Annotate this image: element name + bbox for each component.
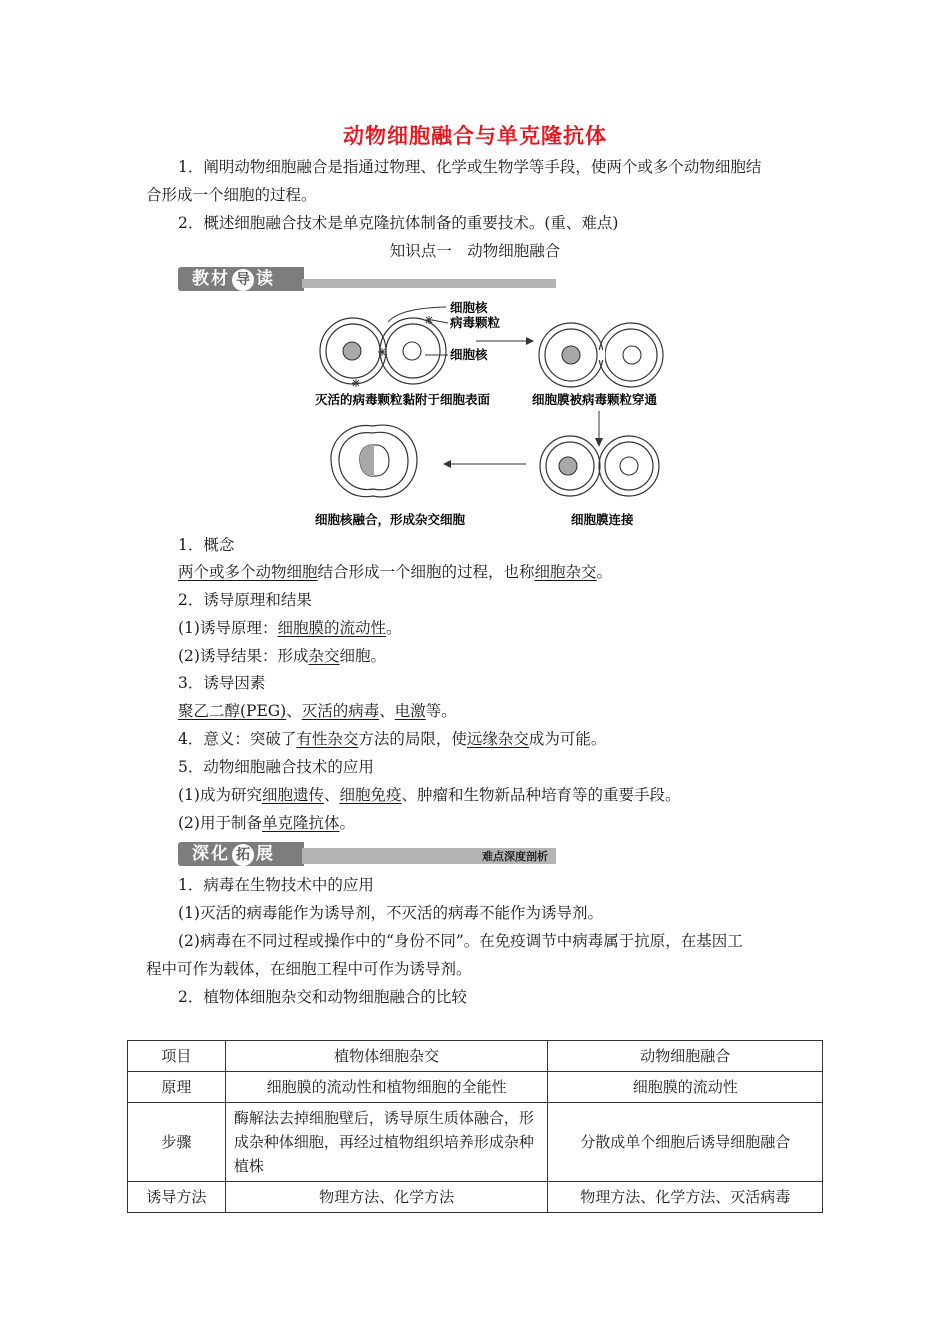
banner2-right-label: 难点深度剖析 <box>482 850 548 863</box>
objective-1: 1．阐明动物细胞融合是指通过物理、化学或生物学等手段，使两个或多个动物细胞结 <box>178 158 762 176</box>
nucleus-white-2 <box>623 346 641 364</box>
concept-para-4: 4．意义：突破了有性杂交方法的局限，使远缘杂交成为可能。 <box>178 730 607 748</box>
objective-1-cont: 合形成一个细胞的过程。 <box>146 186 317 204</box>
concept-para-5b: (2)用于制备单克隆抗体。 <box>178 814 355 832</box>
table-cell: 物理方法、化学方法 <box>225 1182 548 1213</box>
concept-para-5a: (1)成为研究细胞遗传、细胞免疫、肿瘤和生物新品种培育等的重要手段。 <box>178 786 681 804</box>
banner-text-pre: 教材 <box>192 269 230 289</box>
concept-para-3: 聚乙二醇(PEG)、灭活的病毒、电激等。 <box>178 702 457 720</box>
ext-para-2-cont: 程中可作为载体，在细胞工程中可作为诱导剂。 <box>146 960 472 978</box>
table-cell: 步骤 <box>128 1103 226 1182</box>
table-cell: 物理方法、化学方法、灭活病毒 <box>548 1182 823 1213</box>
banner2-badge: 拓 <box>232 844 254 866</box>
page-title: 动物细胞融合与单克隆抗体 <box>343 123 607 148</box>
table-cell: 分散成单个细胞后诱导细胞融合 <box>548 1103 823 1182</box>
concept-para-2a: (1)诱导原理：细胞膜的流动性。 <box>178 619 402 637</box>
table-row <box>128 1103 823 1182</box>
banner-text-post: 读 <box>256 269 275 289</box>
concept-heading-2: 2．诱导原理和结果 <box>178 591 312 609</box>
table-row <box>128 1072 823 1103</box>
table-header-cell: 动物细胞融合 <box>548 1041 823 1072</box>
ext-para-2: (2)病毒在不同过程或操作中的“身份不同”。在免疫调节中病毒属于抗原，在基因工 <box>178 932 743 950</box>
nucleus-white <box>403 342 421 360</box>
banner-deep-expansion <box>178 842 556 866</box>
banner2-text-pre: 深化 <box>192 844 230 864</box>
arrow-3-head <box>443 460 451 468</box>
ext-para-1: (1)灭活的病毒能作为诱导剂，不灭活的病毒不能作为诱导剂。 <box>178 904 603 922</box>
table-cell: 酶解法去掉细胞壁后，诱导原生质体融合，形成杂种体细胞，再经过植物组织培养形成杂种植株 <box>225 1103 548 1182</box>
table-cell: 原理 <box>128 1072 226 1103</box>
table-cell: 细胞膜的流动性 <box>548 1072 823 1103</box>
ext-heading-2: 2．植物体细胞杂交和动物细胞融合的比较 <box>178 988 467 1006</box>
table-row <box>128 1182 823 1213</box>
concept-heading-1: 1．概念 <box>178 536 235 554</box>
membrane-gap <box>598 350 605 360</box>
ext-heading-1: 1．病毒在生物技术中的应用 <box>178 876 374 894</box>
label-virus: 病毒颗粒 <box>450 315 501 330</box>
comparison-table <box>127 1040 823 1213</box>
banner-badge: 导 <box>232 269 254 291</box>
arrow-1-head <box>526 337 534 345</box>
caption-step3: 细胞核融合，形成杂交细胞 <box>315 512 466 527</box>
arrow-2-head <box>595 438 603 447</box>
banner2-text-post: 展 <box>256 844 275 864</box>
nucleus-gray <box>343 342 361 360</box>
concept-heading-3: 3．诱导因素 <box>178 674 266 692</box>
nucleus-gray-3 <box>559 457 577 475</box>
table-header-cell: 植物体细胞杂交 <box>225 1041 548 1072</box>
table-cell: 细胞膜的流动性和植物细胞的全能性 <box>225 1072 548 1103</box>
cell-fusion-diagram <box>300 298 680 538</box>
nucleus-white-3 <box>620 457 638 475</box>
concept-para-1: 两个或多个动物细胞结合形成一个细胞的过程，也称细胞杂交。 <box>178 563 613 581</box>
table-header-row <box>128 1041 823 1072</box>
objective-2: 2．概述细胞融合技术是单克隆抗体制备的重要技术。(重、难点) <box>178 214 619 232</box>
caption-step1: 灭活的病毒颗粒黏附于细胞表面 <box>315 392 491 407</box>
concept-heading-5: 5．动物细胞融合技术的应用 <box>178 758 374 776</box>
nucleus-gray-2 <box>562 346 580 364</box>
concept-para-2b: (2)诱导结果：形成杂交细胞。 <box>178 647 386 665</box>
banner-textbook-reading <box>178 267 556 291</box>
caption-step2: 细胞膜被病毒颗粒穿通 <box>532 392 658 407</box>
table-header-cell: 项目 <box>128 1041 226 1072</box>
label-nucleus-top: 细胞核 <box>450 300 488 315</box>
table-cell: 诱导方法 <box>128 1182 226 1213</box>
caption-step4: 细胞膜连接 <box>571 512 634 527</box>
section-heading: 知识点一 动物细胞融合 <box>389 242 561 260</box>
label-nucleus-mid: 细胞核 <box>450 347 488 362</box>
